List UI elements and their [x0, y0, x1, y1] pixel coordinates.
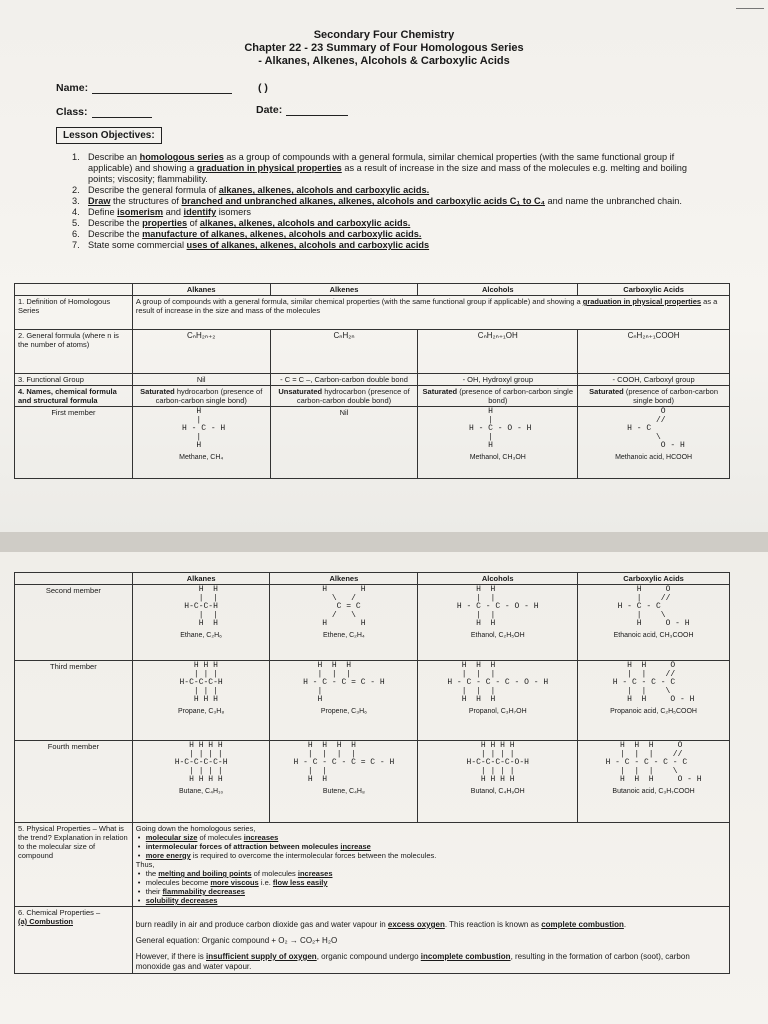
phys-thus: Thus, [135, 860, 155, 869]
table-row [15, 374, 730, 386]
butene-structure: H H H H | | | | H - C - C - C = C - H | | H H [293, 741, 395, 785]
definition-cell: A group of compounds with a general formula, similar chemical properties (with the same functional group if applicable) and showing a graduation in physical properties as a result of increase in the size and mass of the molecules [132, 296, 729, 330]
ethanol-structure: H H | | H - C - C - O - H | | H H [456, 585, 539, 629]
col-header-alcohols: Alcohols [418, 573, 578, 585]
objective-item: 4. Define isomerism and identify isomers [72, 207, 251, 217]
names-alcohols: Saturated (presence of carbon-carbon single bond) [418, 386, 578, 407]
row-label-first-member: First member [15, 407, 133, 479]
col-header-carboxylic: Carboxylic Acids [578, 573, 730, 585]
butene-name: Butene, C₄H₈ [322, 787, 365, 795]
table-row [15, 585, 730, 661]
col-header-alcohols: Alcohols [418, 284, 578, 296]
propanol-cell [418, 661, 578, 741]
methanol-structure: H | H - C - O - H | H [468, 407, 532, 451]
propanoic-structure: H H O | | // H - C - C - C | | \ H H O - H [612, 661, 695, 705]
table-row [15, 386, 730, 407]
title-line-2: Chapter 22 - 23 Summary of Four Homologous Series [244, 42, 524, 54]
table-row [15, 330, 730, 374]
propane-name: Propane, C₃H₈ [178, 707, 225, 715]
summary-table-2 [14, 572, 730, 974]
fg-alcohols: - OH, Hydroxyl group [418, 374, 578, 386]
row-label-general-formula: 2. General formula (where n is the number of atoms) [15, 330, 133, 374]
methane-name: Methane, CH₄ [179, 453, 224, 461]
ethane-name: Ethane, C₂H₆ [180, 631, 222, 639]
butanoic-cell [578, 741, 730, 823]
butanol-cell [418, 741, 578, 823]
row-label-chemical-properties: 6. Chemical Properties – (a) Combustion [15, 907, 133, 974]
table-row [15, 296, 730, 330]
formula-alcohols: CₙH₂ₙ₊₁OH [418, 330, 578, 374]
butane-name: Butane, C₄H₁₀ [178, 787, 224, 795]
butanol-structure: H H H H | | | | H-C-C-C-C-O-H | | | | H H H H [466, 741, 529, 785]
col-header-alkenes: Alkenes [270, 284, 418, 296]
ethanoic-name: Ethanoic acid, CH₃COOH [613, 631, 694, 639]
phys-line: • more energy is required to overcome the intermolecular forces between the molecules. [136, 851, 726, 860]
combustion-cell: burn readily in air and produce carbon dioxide gas and water vapour in excess oxygen. This reaction is known as complete combustion. General equation: Organic compound + O₂ → CO₂+ H₂O However, if there is insufficient supply of oxygen, organic compound undergo incomplete combustion, resulting in the formation of carbon (soot), carbon monoxide gas and water vapour. [132, 907, 729, 974]
page-corner-mark [736, 8, 764, 9]
ethanoic-structure: H O | // H - C - C | \ H O - H [617, 585, 690, 629]
ethanol-name: Ethanol, C₂H₅OH [470, 631, 525, 639]
col-header-blank [15, 573, 133, 585]
phys-line: • the melting and boiling points of molecules increases [136, 869, 726, 878]
page-two [0, 552, 768, 1024]
names-alkenes: Unsaturated hydrocarbon (presence of carbon-carbon double bond) [270, 386, 418, 407]
lesson-objectives-title: Lesson Objectives: [56, 127, 162, 144]
methanol-name: Methanol, CH₃OH [469, 453, 526, 461]
row-label-definition: 1. Definition of Homologous Series [15, 296, 133, 330]
ethene-name: Ethene, C₂H₄ [323, 631, 365, 639]
row-label-fourth-member: Fourth member [15, 741, 133, 823]
propane-cell [132, 661, 270, 741]
objective-item: 3. Draw the structures of branched and unbranched alkanes, alkenes, alcohols and carboxylic acids C₁ to C₄ and name the unbranched chain. [72, 196, 682, 206]
row-label-functional-group: 3. Functional Group [15, 374, 133, 386]
first-alkene-cell: Nil [270, 407, 418, 479]
butane-cell [132, 741, 270, 823]
table-row [15, 407, 730, 479]
table-row [15, 823, 730, 907]
col-header-carboxylic: Carboxylic Acids [578, 284, 730, 296]
butanoic-structure: H H H O | | | // H - C - C - C - C | | | \ H H H O - H [605, 741, 702, 785]
propane-structure: H H H | | | H-C-C-C-H | | | H H H [179, 661, 223, 705]
name-label: Name: [56, 82, 89, 94]
propanol-name: Propanol, C₃H₇OH [468, 707, 527, 715]
col-header-alkanes: Alkanes [132, 284, 270, 296]
methane-cell [132, 407, 270, 479]
formula-alkanes: CₙH₂ₙ₊₂ [132, 330, 270, 374]
propanoic-cell [578, 661, 730, 741]
combustion-label: (a) Combustion [18, 917, 73, 926]
page-gap [0, 532, 768, 552]
butane-structure: H H H H | | | | H-C-C-C-C-H | | | | H H H H [174, 741, 228, 785]
propene-cell [270, 661, 418, 741]
objective-item: 2. Describe the general formula of alkanes, alkenes, alcohols and carboxylic acids. [72, 185, 430, 195]
fg-carboxylic: - COOH, Carboxyl group [578, 374, 730, 386]
ethane-structure: H H | | H-C-C-H | | H H [184, 585, 218, 629]
objective-item: 5. Describe the properties of alkanes, alkenes, alcohols and carboxylic acids. [72, 218, 411, 228]
table-header-row [15, 284, 730, 296]
table-row [15, 907, 730, 974]
summary-table-1 [14, 283, 730, 479]
col-header-blank [15, 284, 133, 296]
row-label-physical-properties: 5. Physical Properties – What is the trend? Explanation in relation to the molecular size of compound [15, 823, 133, 907]
names-carboxylic: Saturated (presence of carbon-carbon single bond) [578, 386, 730, 407]
col-header-alkanes: Alkanes [132, 573, 270, 585]
methanol-cell [418, 407, 578, 479]
row-label-third-member: Third member [15, 661, 133, 741]
date-field[interactable] [256, 104, 348, 116]
methanoic-structure: O // H - C \ O - H [627, 407, 685, 451]
methanoic-name: Methanoic acid, HCOOH [615, 453, 693, 461]
butanoic-name: Butanoic acid, C₃H₇COOH [612, 787, 695, 795]
methane-structure: H | H - C - H | H [182, 407, 226, 451]
phys-line: • intermolecular forces of attraction between molecules increase [136, 842, 726, 851]
phys-line: • molecules become more viscous i.e. flow less easily [136, 878, 726, 887]
butene-cell [270, 741, 418, 823]
propene-name: Propene, C₃H₆ [320, 707, 367, 715]
objectives-list [72, 152, 712, 251]
objective-item: 6. Describe the manufacture of alkanes, alkenes, alcohols and carboxylic acids. [72, 229, 422, 239]
butanol-name: Butanol, C₄H₉OH [470, 787, 525, 795]
title-line-1: Secondary Four Chemistry [313, 29, 455, 41]
class-label: Class: [56, 106, 88, 118]
ethene-cell [270, 585, 418, 661]
row-label-names: 4. Names, chemical formula and structural formula [15, 386, 133, 407]
propanoic-name: Propanoic acid, C₂H₅COOH [610, 707, 697, 715]
formula-carboxylic: CₙH₂ₙ₊₁COOH [578, 330, 730, 374]
objective-item: 7. State some commercial uses of alkanes, alkenes, alcohols and carboxylic acids [72, 240, 430, 250]
date-label: Date: [256, 104, 283, 116]
phys-line: • their flammability decreases [136, 887, 726, 896]
propene-structure: H H H | | | H - C - C = C - H | H [303, 661, 385, 705]
formula-alkenes: CₙH₂ₙ [270, 330, 418, 374]
ethane-cell [132, 585, 270, 661]
fg-alkenes: - C = C –, Carbon-carbon double bond [270, 374, 418, 386]
general-equation: General equation: Organic compound + O₂ → CO₂+ H₂O [135, 936, 338, 945]
phys-line: • solubility decreases [136, 896, 726, 905]
ethene-structure: H H \ / C = C / \ H H [322, 585, 366, 629]
table-header-row [15, 573, 730, 585]
objective-item: 1. Describe an homologous series as a group of compounds with a general formula, similar chemical properties (with the same functional group if applicable) and showing a graduation in physical properties as a result of increase in the size and mass of the molecules e.g. melting and boiling points; viscosity; flammability. [72, 152, 688, 184]
index-number: ( ) [258, 82, 268, 94]
methanoic-cell [578, 407, 730, 479]
name-field[interactable] [56, 82, 232, 94]
fg-alkanes: Nil [132, 374, 270, 386]
class-field[interactable] [56, 106, 152, 118]
row-label-second-member: Second member [15, 585, 133, 661]
ethanol-cell [418, 585, 578, 661]
physical-properties-cell [132, 823, 729, 907]
phys-line: • molecular size of molecules increases [136, 833, 726, 842]
table-row [15, 741, 730, 823]
table-row [15, 661, 730, 741]
propanol-structure: H H H | | | H - C - C - C - O - H | | | H H H [447, 661, 549, 705]
col-header-alkenes: Alkenes [270, 573, 418, 585]
names-alkanes: Saturated hydrocarbon (presence of carbon-carbon single bond) [132, 386, 270, 407]
title-line-3: - Alkanes, Alkenes, Alcohols & Carboxylic Acids [258, 55, 510, 67]
phys-intro: Going down the homologous series, [135, 824, 256, 833]
ethanoic-cell [578, 585, 730, 661]
